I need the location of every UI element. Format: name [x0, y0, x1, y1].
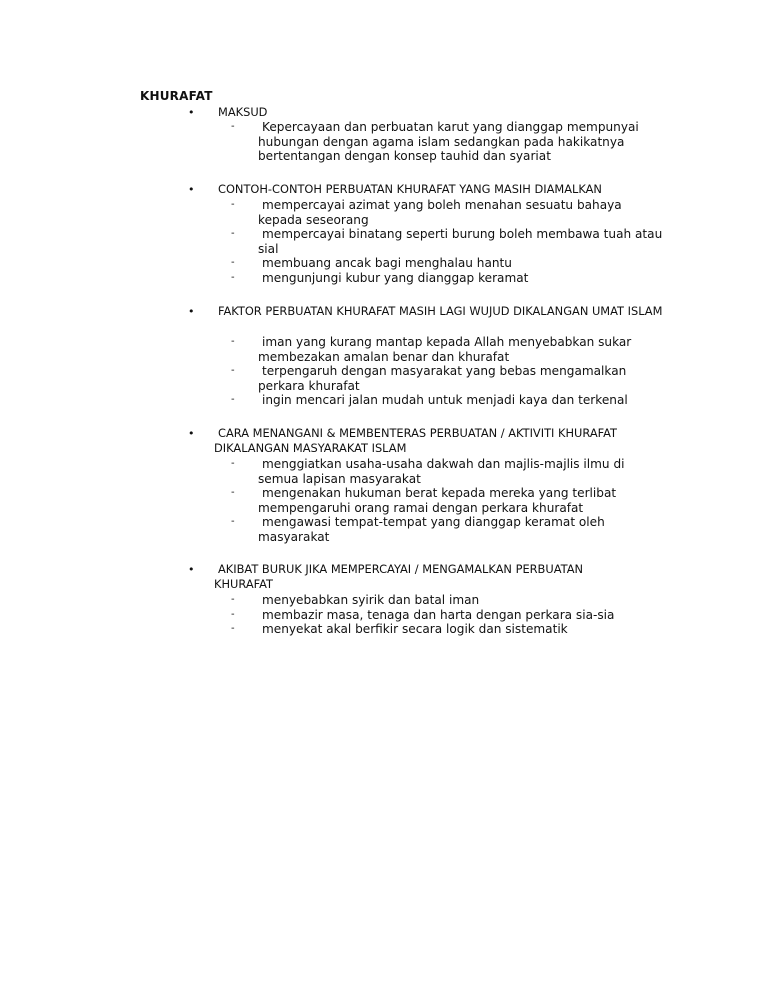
dash-marker: - — [231, 336, 235, 347]
dash-marker: - — [231, 594, 235, 605]
list-item — [0, 457, 768, 486]
list-item-text: mempercayai binatang seperti burung boleh membawa tuah atau sial — [258, 227, 663, 256]
dash-marker: - — [231, 516, 235, 527]
list-item-text: mempercayai azimat yang boleh menahan sesuatu bahaya kepada seseorang — [258, 198, 622, 227]
section-heading: CARA MENANGANI & MEMBENTERAS PERBUATAN / AKTIVITI KHURAFAT DIKALANGAN MASYARAKAT ISLAM — [214, 426, 618, 455]
list-item — [0, 198, 768, 227]
list-item — [0, 256, 768, 271]
section-heading: CONTOH-CONTOH PERBUATAN KHURAFAT YANG MASIH DIAMALKAN — [218, 182, 602, 196]
dash-marker: - — [231, 365, 235, 376]
bullet-icon: • — [188, 183, 195, 196]
dash-marker: - — [231, 608, 235, 620]
list-item-text: terpengaruh dengan masyarakat yang bebas mengamalkan perkara khurafat — [258, 364, 627, 393]
list-item — [0, 364, 768, 393]
dash-marker: - — [231, 271, 235, 283]
list-item — [0, 515, 768, 544]
list-item-text: menyebabkan syirik dan batal iman — [262, 593, 480, 607]
list-item-text: iman yang kurang mantap kepada Allah menyebabkan sukar membezakan amalan benar dan khurafat — [258, 335, 632, 364]
bullet-icon: • — [188, 563, 195, 576]
list-item — [0, 120, 768, 164]
list-item — [0, 486, 768, 515]
list-item-text: mengunjungi kubur yang dianggap keramat — [262, 270, 529, 285]
list-item — [0, 271, 768, 286]
dash-marker: - — [231, 394, 235, 405]
dash-marker: - — [231, 228, 235, 239]
dash-marker: - — [231, 623, 235, 634]
list-item-text: menggiatkan usaha-usaha dakwah dan majlis-majlis ilmu di semua lapisan masyarakat — [258, 457, 625, 486]
list-item-text: Kepercayaan dan perbuatan karut yang dianggap mempunyai hubungan dengan agama islam sedangkan pada hakikatnya bertentangan dengan konsep tauhid dan syariat — [258, 120, 639, 163]
list-item — [0, 335, 768, 364]
list-item — [0, 393, 768, 408]
dash-marker: - — [231, 257, 235, 268]
bullet-icon: • — [188, 305, 195, 318]
section-heading: FAKTOR PERBUATAN KHURAFAT MASIH LAGI WUJUD DIKALANGAN UMAT ISLAM — [218, 304, 663, 318]
list-item-text: ingin mencari jalan mudah untuk menjadi kaya dan terkenal — [262, 393, 628, 407]
dash-marker: - — [231, 458, 235, 469]
list-item-text: membuang ancak bagi menghalau hantu — [262, 256, 512, 270]
list-item — [0, 227, 768, 256]
section-heading: MAKSUD — [218, 105, 268, 119]
list-item — [0, 608, 768, 623]
dash-marker: - — [231, 487, 235, 498]
list-item-text: menyekat akal berfikir secara logik dan sistematik — [262, 622, 568, 636]
list-item — [0, 593, 768, 608]
list-item — [0, 622, 768, 637]
document-title: KHURAFAT — [140, 89, 213, 103]
bullet-icon: • — [188, 427, 195, 440]
dash-marker: - — [231, 121, 235, 132]
list-item-text: mengawasi tempat-tempat yang dianggap keramat oleh masyarakat — [258, 515, 605, 544]
section-heading: AKIBAT BURUK JIKA MEMPERCAYAI / MENGAMALKAN PERBUATAN KHURAFAT — [214, 562, 584, 591]
list-item-text: mengenakan hukuman berat kepada mereka yang terlibat mempengaruhi orang ramai dengan perkara khurafat — [258, 486, 617, 515]
list-item-text: membazir masa, tenaga dan harta dengan perkara sia-sia — [262, 607, 615, 622]
bullet-icon: • — [188, 106, 195, 119]
dash-marker: - — [231, 199, 235, 210]
